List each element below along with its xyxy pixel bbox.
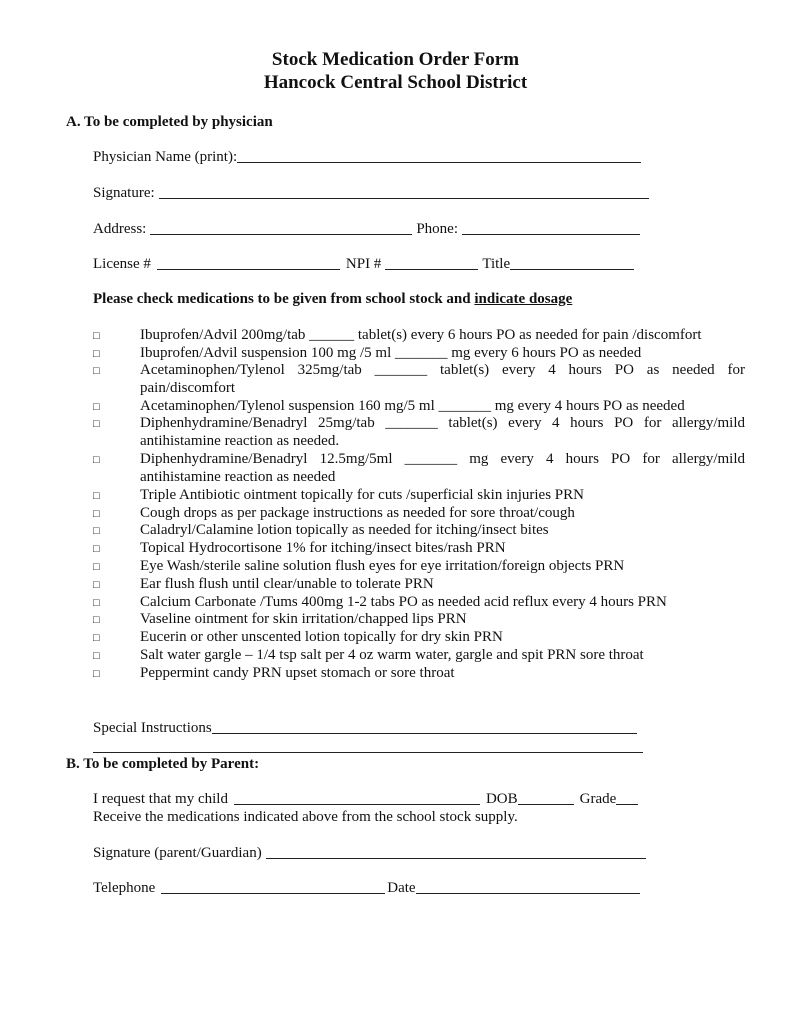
medication-item: Salt water gargle – 1/4 tsp salt per 4 oz warm water, gargle and spit PRN sore throat xyxy=(140,647,644,663)
medication-item: Diphenhydramine/Benadryl 25mg/tab _______ tablet(s) every 4 hours PO for allergy/mild antihistamine reaction as needed. xyxy=(140,415,745,449)
medication-item: Ibuprofen/Advil suspension 100 mg /5 ml _______ mg every 6 hours PO as needed xyxy=(140,345,642,361)
physician-name-field[interactable] xyxy=(237,148,641,163)
section-b-heading: B. To be completed by Parent: xyxy=(66,756,260,772)
dob-label: DOB xyxy=(485,791,518,807)
telephone-field[interactable] xyxy=(161,879,385,894)
title-field[interactable] xyxy=(510,255,634,270)
medication-item: Vaseline ointment for skin irritation/chapped lips PRN xyxy=(140,611,467,627)
medication-instruction xyxy=(93,290,572,308)
medication-checkbox[interactable]: □ xyxy=(93,597,100,609)
physician-signature-field[interactable] xyxy=(159,184,649,199)
license-field[interactable] xyxy=(157,255,340,270)
medication-checkbox[interactable]: □ xyxy=(93,650,100,662)
medication-item: Acetaminophen/Tylenol 325mg/tab _______ tablet(s) every 4 hours PO as needed for pain/discomfort xyxy=(140,362,745,396)
instruction-underlined: indicate dosage xyxy=(474,291,573,307)
title-label: Title xyxy=(482,256,511,272)
medication-checkbox[interactable]: □ xyxy=(93,561,100,573)
medication-item: Peppermint candy PRN upset stomach or sore throat xyxy=(140,665,455,681)
medication-checkbox[interactable]: □ xyxy=(93,330,100,342)
special-instructions-row xyxy=(93,719,637,737)
medication-item: Topical Hydrocortisone 1% for itching/insect bites/rash PRN xyxy=(140,540,506,556)
address-field[interactable] xyxy=(150,220,412,235)
grade-label: Grade xyxy=(579,791,617,807)
medication-item: Triple Antibiotic ointment topically for cuts /superficial skin injuries PRN xyxy=(140,487,584,503)
dob-field[interactable] xyxy=(518,790,574,805)
medication-item: Eye Wash/sterile saline solution flush eyes for eye irritation/foreign objects PRN xyxy=(140,558,625,574)
signature-row xyxy=(93,184,649,202)
medication-item: Ear flush flush until clear/unable to tolerate PRN xyxy=(140,576,434,592)
license-row xyxy=(93,255,634,273)
physician-name-label: Physician Name (print): xyxy=(93,149,238,165)
medication-checkbox[interactable]: □ xyxy=(93,454,100,466)
child-request-row xyxy=(93,790,638,808)
parent-signature-row xyxy=(93,844,646,862)
medication-item: Caladryl/Calamine lotion topically as needed for itching/insect bites xyxy=(140,522,549,538)
medication-checkbox[interactable]: □ xyxy=(93,508,100,520)
form-title: Stock Medication Order Form xyxy=(271,49,520,70)
grade-field[interactable] xyxy=(616,790,638,805)
district-name: Hancock Central School District xyxy=(263,72,528,93)
npi-label: NPI # xyxy=(345,256,382,272)
npi-field[interactable] xyxy=(385,255,478,270)
special-instructions-label: Special Instructions xyxy=(93,720,212,736)
medication-checkbox[interactable]: □ xyxy=(93,525,100,537)
medication-checkbox[interactable]: □ xyxy=(93,632,100,644)
medication-checkbox[interactable]: □ xyxy=(93,490,100,502)
medication-checkbox[interactable]: □ xyxy=(93,401,100,413)
telephone-label: Telephone xyxy=(93,880,156,896)
phone-field[interactable] xyxy=(462,220,640,235)
medication-item: Cough drops as per package instructions as needed for sore throat/cough xyxy=(140,505,575,521)
address-label: Address: xyxy=(93,221,147,237)
medication-checkbox[interactable]: □ xyxy=(93,614,100,626)
medication-item: Calcium Carbonate /Tums 400mg 1-2 tabs PO as needed acid reflux every 4 hours PRN xyxy=(140,594,667,610)
request-label: I request that my child xyxy=(93,791,228,807)
receive-text: Receive the medications indicated above from the school stock supply. xyxy=(93,809,518,825)
medication-checkbox[interactable]: □ xyxy=(93,579,100,591)
medication-checkbox[interactable]: □ xyxy=(93,365,100,377)
medication-item: Acetaminophen/Tylenol suspension 160 mg/5 ml _______ mg every 4 hours PO as needed xyxy=(140,398,685,414)
signature-label: Signature: xyxy=(93,185,155,201)
physician-name-row xyxy=(93,148,641,166)
date-field[interactable] xyxy=(416,879,640,894)
medication-item: Diphenhydramine/Benadryl 12.5mg/5ml _______ mg every 4 hours PO for allergy/mild antihistamine reaction as needed xyxy=(140,451,745,485)
telephone-row xyxy=(93,879,640,897)
medication-checkbox[interactable]: □ xyxy=(93,668,100,680)
medication-checkbox[interactable]: □ xyxy=(93,348,100,360)
special-instructions-field[interactable] xyxy=(212,719,637,734)
parent-signature-label: Signature (parent/Guardian) xyxy=(93,845,262,861)
license-label: License # xyxy=(93,256,151,272)
address-row xyxy=(93,220,640,238)
medication-item: Ibuprofen/Advil 200mg/tab ______ tablet(s) every 6 hours PO as needed for pain /discomfort xyxy=(140,327,702,343)
parent-signature-field[interactable] xyxy=(266,844,646,859)
date-label: Date xyxy=(387,880,416,896)
section-a-heading: A. To be completed by physician xyxy=(66,114,273,130)
medication-checkbox[interactable]: □ xyxy=(93,543,100,555)
special-instructions-line-2[interactable] xyxy=(93,737,643,753)
medication-checkbox[interactable]: □ xyxy=(93,418,100,430)
medication-item: Eucerin or other unscented lotion topically for dry skin PRN xyxy=(140,629,503,645)
instruction-text: Please check medications to be given from school stock and xyxy=(93,291,475,307)
child-name-field[interactable] xyxy=(234,790,480,805)
phone-label: Phone: xyxy=(416,221,458,237)
